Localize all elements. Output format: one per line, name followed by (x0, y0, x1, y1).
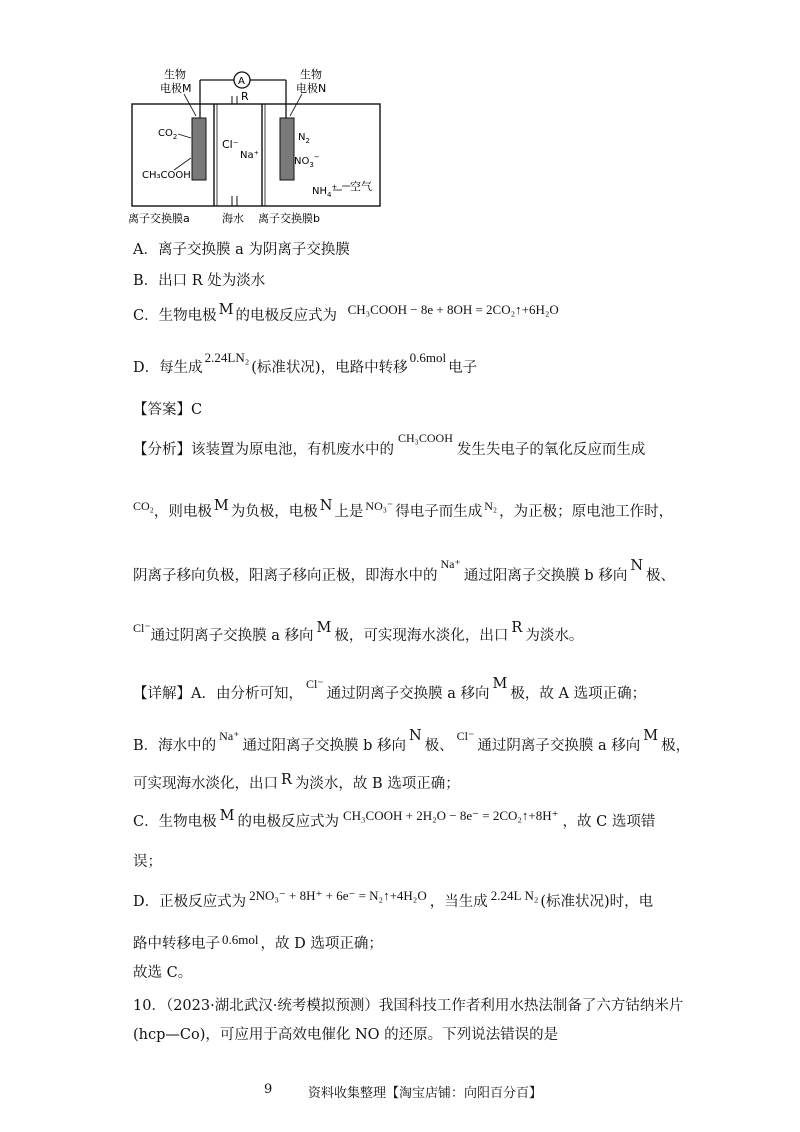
svg-text:N2: $N_2$ (298, 132, 310, 145)
electrode-m (192, 118, 206, 180)
analysis-line-3: 阴离子移向负极，阳离子移向正极，即海水中的$^{Na^+}$通过阳离子交换膜 b 移向N极、 (133, 557, 676, 584)
svg-text:CO2: $CO_2$ (158, 128, 178, 141)
svg-text:NH4+: $NH_4^+$ (312, 183, 338, 199)
svg-text:海水: 海水 (222, 212, 244, 225)
question-10-line-2: (hcp—Co)，可应用于高效电催化 NO 的还原。下列说法错误的是 (133, 1027, 559, 1043)
svg-text:Cl⁻: Cl⁻ (222, 138, 239, 151)
electrochemical-cell-diagram (128, 66, 418, 226)
svg-text:电极M: 电极M (160, 82, 192, 95)
svg-text:CH₃COOH: CH₃COOH (142, 170, 191, 181)
option-c: C．生物电极 M 的电极反应式为 CH₃COOH − 8e + 8OH = 2CO₂↑+6H₂O (133, 302, 559, 324)
detail-line-5: 误； (133, 854, 162, 870)
analysis-line-4: $^{Cl^-}$通过阴离子交换膜 a 移向 M 极，可实现海水淡化，出口 R 为淡水。 (133, 620, 584, 644)
detail-line-6: D．正极反应式为 2NO₃⁻ + 8H⁺ + 6e⁻ = N₂↑+4H₂O ，当生成 2.24L N₂ (标准状况)时，电 (133, 888, 654, 910)
answer: 【答案】C (133, 402, 203, 418)
svg-text:离子交换膜b: 离子交换膜b (258, 212, 320, 225)
detail-line-8: 故选 C。 (133, 965, 193, 981)
analysis-line-2: $^{CO_2}$，则电极 M 为负极，电极 N 上是 $^{NO_3^-}$ 得电子而生成 $^{N_2}$ ，为正极；原电池工作时， (133, 498, 674, 520)
analysis-line-1: 【分析】该装置为原电池，有机废水中的$^{CH_3COOH}$发生失电子的氧化反应而生成 (133, 431, 646, 458)
svg-text:Na⁺: Na⁺ (240, 150, 259, 161)
svg-text:空气: 空气 (350, 180, 372, 193)
svg-text:离子交换膜a: 离子交换膜a (128, 212, 190, 225)
ammeter-label: A (238, 76, 245, 87)
page-number: 9 (264, 1082, 273, 1097)
detail-line-1: 【详解】A．由分析可知，$^{Cl^-}$通过阴离子交换膜 a 移向M极，故 A 选项正确； (133, 676, 647, 702)
svg-text:生物: 生物 (164, 68, 186, 81)
detail-line-2: B．海水中的$^{Na^+}$通过阳离子交换膜 b 移向N极、$^{Cl^-}$通过阴离子交换膜 a 移向M极， (133, 728, 691, 754)
option-c-formula: CH₃COOH − 8e + 8OH = 2CO₂↑+6H₂O (347, 302, 559, 317)
option-a: A．离子交换膜 a 为阴离子交换膜 (133, 242, 350, 258)
svg-text:电极N: 电极N (296, 82, 327, 95)
svg-text:生物: 生物 (300, 68, 322, 81)
detail-line-7: 路中转移电子 0.6mol ，故 D 选项正确； (133, 932, 383, 952)
electrode-n (280, 118, 294, 180)
detail-line-4: C．生物电极 M 的电极反应式为 CH₃COOH + 2H₂O − 8e⁻ = 2CO₂↑+8H⁺ ，故 C 选项错 (133, 808, 656, 830)
footer-text: 资料收集整理【淘宝店铺：向阳百分百】 (308, 1086, 543, 1101)
detail-line-3: 可实现海水淡化，出口 R 为淡水，故 B 选项正确； (133, 772, 460, 792)
option-d: D．每生成2.24LN₂(标准状况)，电路中转移0.6mol电子 (133, 350, 478, 376)
option-b: B．出口 R 处为淡水 (133, 273, 266, 289)
question-10-line-1: 10．（2023·湖北武汉·统考模拟预测）我国科技工作者利用水热法制备了六方钴纳米片 (133, 998, 684, 1014)
svg-text:NO3−: $NO_3^-$ (294, 153, 320, 169)
outlet-r-label: R (241, 90, 249, 103)
